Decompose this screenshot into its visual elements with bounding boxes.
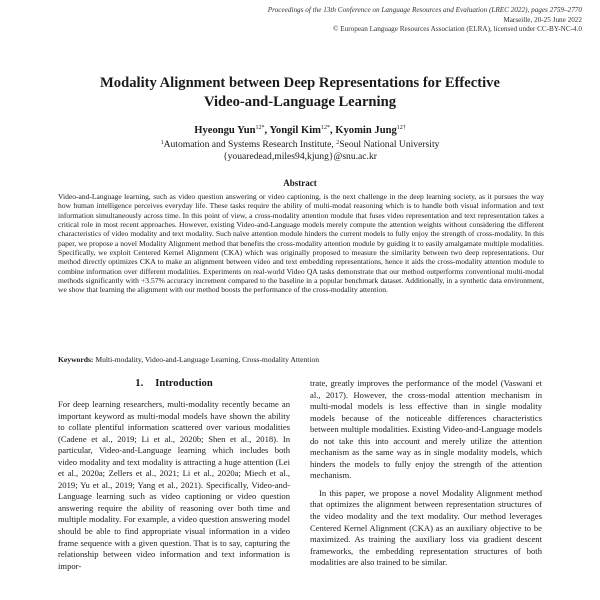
- section-number: 1.: [135, 378, 144, 389]
- license-line: © European Language Resources Association (ELRA), licensed under CC-BY-NC-4.0: [333, 25, 582, 34]
- author-block: [60, 122, 540, 163]
- keywords-label: Keywords:: [58, 355, 94, 364]
- section-heading: [58, 378, 290, 389]
- section-title: Introduction: [155, 378, 213, 389]
- affiliation-text: Seoul National University: [339, 139, 440, 150]
- affiliations: [60, 137, 540, 151]
- affiliation-number: 2: [336, 140, 340, 146]
- author-affiliation-mark: 12*: [255, 125, 265, 131]
- venue-line: Marseille, 20-25 June 2022: [503, 15, 582, 24]
- author-name: Hyeongu Yun: [194, 125, 256, 136]
- keywords: [58, 355, 544, 364]
- author-name: Kyomin Jung: [335, 125, 397, 136]
- proceedings-header: [142, 6, 582, 35]
- author-affiliation-mark: 12†: [396, 125, 406, 131]
- intro-paragraph-2: In this paper, we propose a novel Modality Alignment method that optimizes the alignment between representation structures of the video modality and the text modality. Our method leverages Centered Kernel Alignment (CKA) as an auxiliary objective to be maximized. As training the auxiliary loss via gradient descent frameworks, the embedding representation structures of both modalities are also trained to be similar.: [310, 487, 542, 568]
- author-names: [60, 122, 540, 137]
- abstract-heading: Abstract: [283, 178, 317, 188]
- intro-paragraph-1: For deep learning researchers, multi-modality recently became an important keyword as multi-modal models have shown the ability to collate plentiful information scattered over various modalities (Cadene et al., 2019; Li et al., 2020b; Shen et al., 2018). In particular, Video-and-Language learning which includes both video modality and text modality is attracting a huge attention (Lei et al., 2020a; Zellers et al., 2021; Li et al., 2020a; Miech et al., 2019; Yu et al., 2019; Yang et al., 2021). Specifically, Video-and-Language learning such as video captioning or video question answering require the ability of reasoning over both time and multiple modality. For example, a video question answering model should be able to find appropriate visual information in a video frame sequence with a given question. That is to say, capturing the relationship between video information and text information is impor-: [58, 399, 290, 571]
- right-column: [310, 378, 542, 600]
- author-separator: ,: [264, 125, 270, 136]
- title-line-1: Modality Alignment between Deep Representations for Effective: [100, 75, 500, 91]
- author-emails: {youaredead,miles94,kjung}@snu.ac.kr: [223, 151, 377, 162]
- keywords-text: Multi-modality, Video-and-Language Learning, Cross-modality Attention: [93, 355, 320, 364]
- author-name: Yongil Kim: [269, 125, 321, 136]
- affiliation-text: Automation and Systems Research Institute,: [163, 139, 337, 150]
- intro-paragraph-continued: trate, greatly improves the performance of the model (Vaswani et al., 2017). However, the cross-modal attention mechanism in multi-modal models is less effective than in single modality models because of the noticeable differences characteristics between multiple modalities. Existing Video-and-Language models do not take this into account and merely utilize the attention mechanism as the same way as in single modality models, which hinders the models to fully enjoy the strength of the attention mechanism.: [310, 378, 542, 481]
- affiliation-number: 1: [160, 140, 164, 146]
- title-line-2: Video-and-Language Learning: [203, 93, 397, 110]
- author-affiliation-mark: 12*: [320, 125, 330, 131]
- abstract-body: Video-and-Language learning, such as video question answering or video captioning, is the next challenge in the deep learning society, as it pursues the way how human intelligence perceives everyday life. These tasks require the ability of multi-modal reasoning which is to handle both visual information and text information simultaneously across time. In this point of view, a cross-modality attention module that fuses video representation and text representation takes a critical role in most recent approaches. However, existing Video-and-Language models merely compute the attention weights without considering the different characteristics of video modality and text modality. Such naïve attention module hinders the current models to fully enjoy the strength of cross-modality. In this paper, we propose a novel Modality Alignment method that benefits the cross-modality attention module by guiding it to easily amalgamate multiple modalities. Specifically, we exploit Centered Kernel Alignment (CKA) which was originally proposed to measure the similarity between two deep representations. Our method directly optimizes CKA to make an alignment between video and text embedding representations, hence it aids the cross-modality attention module to combine information over different modalities. Experiments on real-world Video QA tasks demonstrate that our method outperforms conventional multi-modal methods significantly with +3.57% accuracy increment compared to the baseline in a popular benchmark dataset. Additionally, in a synthetic data environment, we show that learning the alignment with our method boosts the performance of the cross-modality attention.: [58, 192, 544, 295]
- proceedings-line: Proceedings of the 13th Conference on Language Resources and Evaluation (LREC 2022), pages 2759–2770: [267, 6, 582, 14]
- author-separator: ,: [329, 125, 336, 136]
- left-column: [58, 399, 290, 600]
- paper-title: [40, 74, 560, 111]
